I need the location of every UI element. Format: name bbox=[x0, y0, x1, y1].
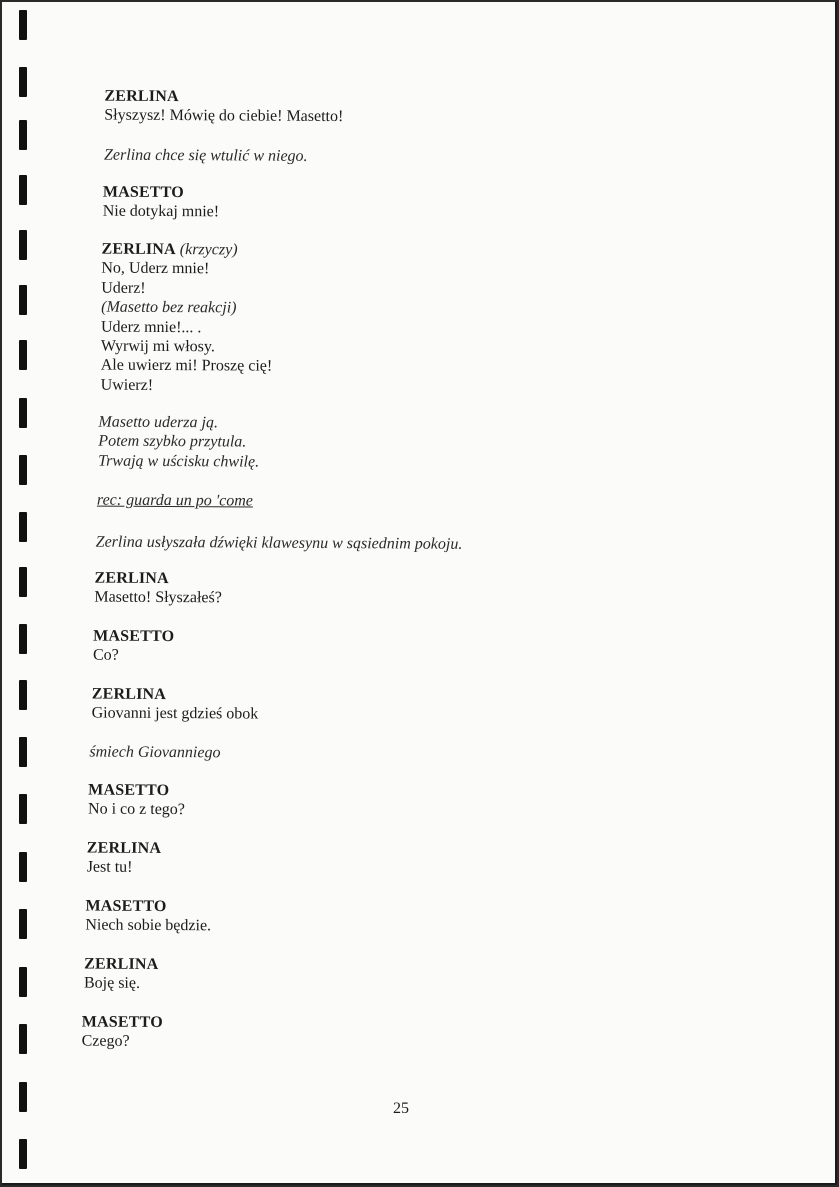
script-text bbox=[2, 2, 835, 1185]
stage-direction: śmiech Giovanniego bbox=[89, 743, 221, 762]
dialogue-line: Czego? bbox=[81, 1032, 130, 1051]
stage-direction: Zerlina usłyszała dźwięki klawesynu w sąsiednim pokoju. bbox=[95, 533, 463, 553]
dialogue-block bbox=[103, 183, 220, 223]
direction-line: Trwają w uścisku chwilę. bbox=[98, 452, 260, 471]
dialogue-block bbox=[85, 897, 211, 937]
music-cue: rec: guarda un po 'come bbox=[96, 491, 253, 510]
speaker-name: MASETTO bbox=[102, 183, 185, 202]
dialogue-block bbox=[104, 87, 343, 127]
dialogue-line: Masetto! Słyszałeś? bbox=[94, 588, 222, 607]
speaker-name: ZERLINA bbox=[94, 569, 169, 588]
speaker-name: ZERLINA bbox=[86, 839, 162, 857]
dialogue-line: Nie dotykaj mnie! bbox=[102, 203, 220, 221]
document-page bbox=[2, 2, 837, 1185]
dialogue-line: Uderz mnie!... . bbox=[100, 318, 202, 336]
speaker-name: ZERLINA bbox=[104, 87, 179, 106]
stage-direction bbox=[98, 413, 259, 472]
dialogue-block bbox=[101, 240, 273, 396]
direction-line: Potem szybko przytula. bbox=[98, 433, 247, 451]
dialogue-block bbox=[87, 839, 162, 878]
direction-line: Masetto uderza ją. bbox=[98, 413, 219, 432]
speaker-name: ZERLINA bbox=[101, 240, 176, 259]
page-number: 25 bbox=[393, 1100, 409, 1117]
dialogue-line: Jest tu! bbox=[86, 858, 133, 877]
dialogue-line: Boję się. bbox=[83, 974, 141, 993]
dialogue-block bbox=[88, 781, 185, 820]
speaker-note: (krzyczy) bbox=[179, 241, 238, 259]
stage-direction: Zerlina chce się wtulić w niego. bbox=[104, 146, 308, 165]
dialogue-block bbox=[94, 569, 222, 609]
dialogue-line: Giovanni jest gdzieś obok bbox=[91, 704, 259, 723]
speaker-name: MASETTO bbox=[93, 627, 175, 646]
speaker-name: ZERLINA bbox=[91, 685, 167, 704]
speaker-name: MASETTO bbox=[81, 1013, 163, 1032]
speaker-name: ZERLINA bbox=[84, 955, 159, 973]
dialogue-line: Uderz! bbox=[101, 279, 146, 297]
dialogue-line: Uwierz! bbox=[100, 376, 154, 394]
dialogue-line: Ale uwierz mi! Proszę cię! bbox=[100, 357, 273, 376]
dialogue-block bbox=[82, 1013, 163, 1052]
dialogue-block bbox=[92, 685, 259, 725]
dialogue-line: No, Uderz mnie! bbox=[101, 260, 210, 278]
dialogue-block bbox=[93, 627, 174, 666]
inline-direction: (Masetto bez reakcji) bbox=[101, 298, 237, 317]
dialogue-line: Niech sobie będzie. bbox=[85, 916, 212, 935]
dialogue-line: No i co z tego? bbox=[88, 800, 185, 819]
dialogue-line: Słyszysz! Mówię do ciebie! Masetto! bbox=[104, 107, 344, 126]
speaker-name: MASETTO bbox=[85, 897, 167, 916]
speaker-name: MASETTO bbox=[88, 781, 170, 800]
dialogue-line: Co? bbox=[92, 646, 119, 665]
dialogue-block bbox=[84, 955, 159, 994]
dialogue-line: Wyrwij mi włosy. bbox=[100, 337, 215, 356]
